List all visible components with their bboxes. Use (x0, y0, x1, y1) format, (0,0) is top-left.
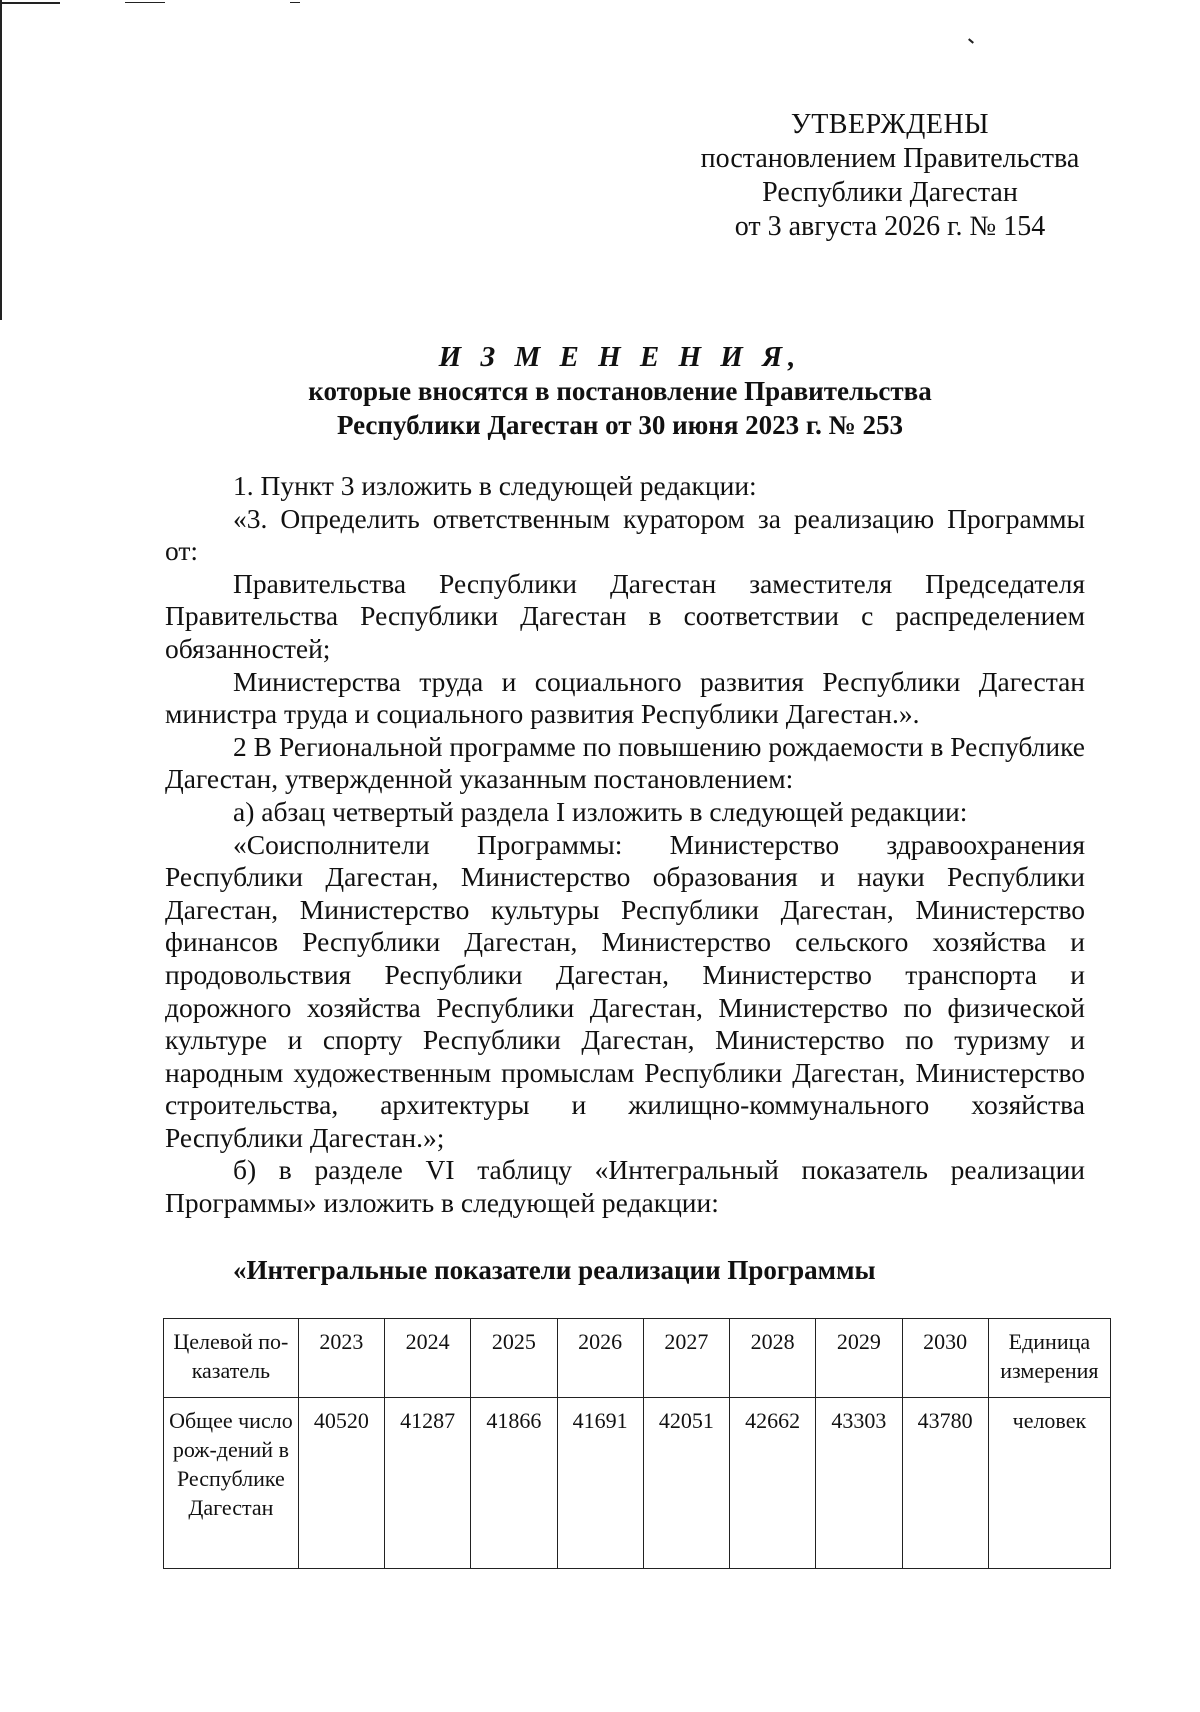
table-cell: 40520 (298, 1398, 384, 1569)
document-body (165, 470, 1085, 1220)
table-cell: 41287 (385, 1398, 471, 1569)
paragraph: 2 В Региональной программе по повышению рождаемости в Республике Дагестан, утвержденной указанным постановлением: (165, 730, 1085, 795)
scan-edge-mark (0, 2, 60, 4)
table-cell: 42662 (730, 1398, 816, 1569)
header-cell: 2025 (471, 1319, 557, 1398)
header-cell: 2026 (557, 1319, 643, 1398)
paragraph: Министерства труда и социального развития Республики Дагестан министра труда и социального развития Республики Дагестан.». (165, 665, 1085, 730)
approval-stamp (660, 108, 1120, 244)
indicators-table (163, 1318, 1111, 1569)
paragraph: «3. Определить ответственным куратором за реализацию Программы от: (165, 502, 1085, 567)
paragraph: «Соисполнители Программы: Министерство здравоохранения Республики Дагестан, Министерство образования и науки Республики Дагестан, Министерство культуры Республики Дагестан, Министерство финансов Республики Дагестан, Министерство сельского хозяйства и продовольствия Республики Дагестан, Министерство транспорта и дорожного хозяйства Республики Дагестан, Министерство по физической культуре и спорту Республики Дагестан, Министерство по туризму и народным художественным промыслам Республики Дагестан, Министерство строительства, архитектуры и жилищно-коммунального хозяйства Республики Дагестан.»; (165, 828, 1085, 1153)
document-title: И З М Е Н Е Н И Я, (438, 341, 802, 373)
approval-line-1: постановлением Правительства (700, 143, 1080, 174)
approval-line-3: от 3 августа 2026 г. № 154 (734, 211, 1046, 242)
scan-edge-mark (968, 38, 974, 43)
header-cell: Единица измерения (988, 1319, 1110, 1398)
scan-edge-mark (0, 0, 2, 320)
scan-edge-mark (125, 2, 165, 3)
table-cell: Общее число рож-дений в Республике Дагестан (164, 1398, 299, 1569)
scan-edge-mark (290, 2, 300, 3)
header-cell: 2027 (643, 1319, 729, 1398)
paragraph: а) абзац четвертый раздела I изложить в следующей редакции: (233, 795, 968, 827)
document-heading (160, 340, 1080, 442)
table-cell: 41866 (471, 1398, 557, 1569)
header-cell: 2023 (298, 1319, 384, 1398)
header-cell: 2024 (385, 1319, 471, 1398)
table-header-row (164, 1319, 1111, 1398)
table-cell: 43780 (902, 1398, 988, 1569)
header-cell: 2030 (902, 1319, 988, 1398)
paragraph: б) в разделе VI таблицу «Интегральный показатель реализации Программы» изложить в следующей редакции: (165, 1154, 1085, 1219)
table-cell: 41691 (557, 1398, 643, 1569)
table-cell: человек (988, 1398, 1110, 1569)
document-subtitle-line-1: которые вносятся в постановление Правительства (308, 376, 932, 406)
table-cell: 42051 (643, 1398, 729, 1569)
table-cell: 43303 (816, 1398, 902, 1569)
document-subtitle-line-2: Республики Дагестан от 30 июня 2023 г. № 253 (336, 410, 904, 440)
approval-line-2: Республики Дагестан (762, 177, 1018, 208)
paragraph: Правительства Республики Дагестан заместителя Председателя Правительства Республики Дагестан в соответствии с распределением обязанностей; (165, 567, 1085, 664)
header-cell: 2029 (816, 1319, 902, 1398)
table-row (164, 1398, 1111, 1569)
header-cell: Целевой по-казатель (164, 1319, 299, 1398)
approval-title: УТВЕРЖДЕНЫ (790, 109, 990, 140)
header-cell: 2028 (730, 1319, 816, 1398)
table-title: «Интегральные показатели реализации Программы (233, 1255, 876, 1285)
paragraph: 1. Пункт 3 изложить в следующей редакции: (233, 470, 757, 501)
